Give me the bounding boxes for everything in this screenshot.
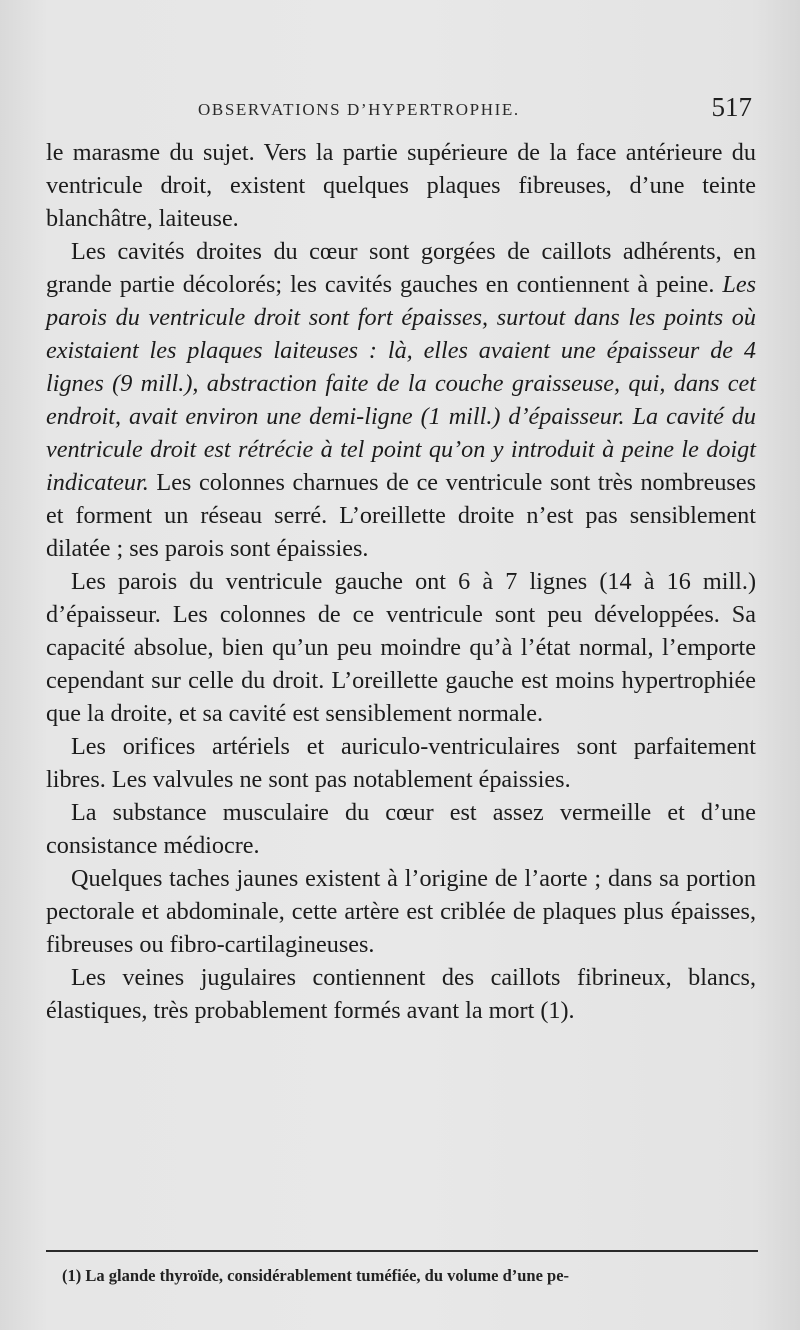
text-segment: Quelques taches jaunes existent à l’origine de l’aorte ; dans sa portion pectorale et abdominale, cette artère est criblée de plaques plus épaisses, fibreuses ou fibro-cartilagineuses. bbox=[46, 865, 756, 958]
paragraph bbox=[46, 862, 756, 961]
footnote-rule bbox=[46, 1250, 758, 1252]
text-segment: Les orifices artériels et auriculo-ventriculaires sont parfaitement libres. Les valvules ne sont pas notablement épaissies. bbox=[46, 733, 756, 793]
text-segment: La substance musculaire du cœur est assez vermeille et d’une consistance médiocre. bbox=[46, 799, 756, 859]
text-segment: le marasme du sujet. Vers la partie supérieure de la face antérieure du ventricule droit, existent quelques plaques fibreuses, d’une teinte blanchâtre, laiteuse. bbox=[46, 139, 756, 232]
footnote: (1) La glande thyroïde, considérablement tuméfiée, du volume d’une pe- bbox=[62, 1266, 570, 1285]
paragraph bbox=[46, 796, 756, 862]
paragraph bbox=[46, 565, 756, 730]
italic-text-segment: Les parois du ventricule droit sont fort épaisses, surtout dans les points où existaient les plaques laiteuses : là, elles avaient une épaisseur de 4 lignes (9 mill.), abstraction faite de la couche graisseuse, qui, dans cet endroit, avait environ une demi-ligne (1 mill.) d’épaisseur. La cavité du ventricule droit est rétrécie à tel point qu’on y introduit à peine le doigt indicateur. bbox=[46, 271, 756, 496]
text-segment: Les parois du ventricule gauche ont 6 à 7 lignes (14 à 16 mill.) d’épaisseur. Les colonnes de ce ventricule sont peu développées. Sa capacité absolue, bien qu’un peu moindre qu’à l’état normal, l’emporte cependant sur celle du droit. L’oreillette gauche est moins hypertrophiée que la droite, et sa cavité est sensiblement normale. bbox=[46, 568, 756, 727]
page-number: 517 bbox=[711, 92, 752, 122]
text-segment: Les cavités droites du cœur sont gorgées de caillots adhérents, en grande partie décolorés; les cavités gauches en contiennent à peine. bbox=[46, 238, 756, 298]
paragraph bbox=[46, 136, 756, 235]
paragraph bbox=[46, 961, 756, 1027]
running-title: OBSERVATIONS D’HYPERTROPHIE. bbox=[198, 100, 520, 119]
running-head bbox=[46, 92, 756, 132]
paragraph bbox=[46, 730, 756, 796]
text-segment: Les veines jugulaires contiennent des caillots fibrineux, blancs, élastiques, très probablement formés avant la mort (1). bbox=[46, 964, 756, 1024]
text-segment: Les colonnes charnues de ce ventricule sont très nombreuses et forment un réseau serré. L’oreillette droite n’est pas sensiblement dilatée ; ses parois sont épaissies. bbox=[46, 469, 756, 562]
body-text bbox=[46, 136, 756, 1027]
paragraph bbox=[46, 235, 756, 565]
